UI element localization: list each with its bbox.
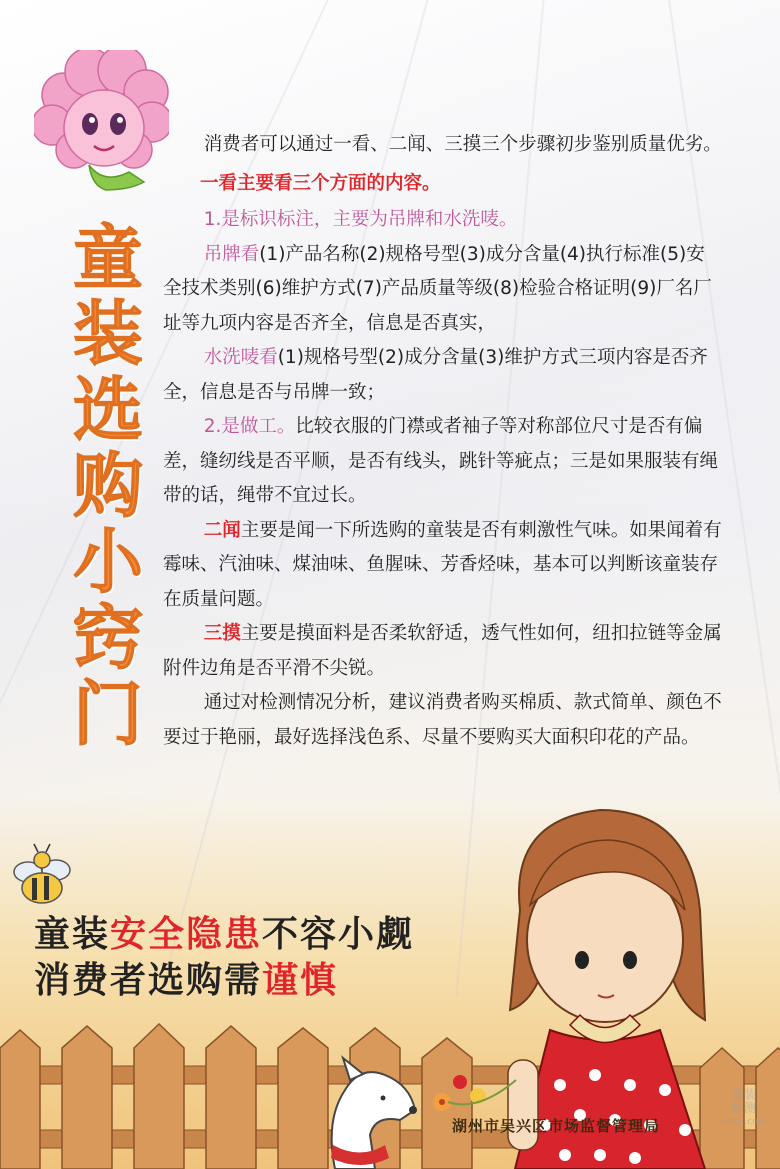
title-char: 童 (73, 217, 143, 299)
title-char: 装 (73, 293, 143, 375)
watermark (716, 1087, 772, 1129)
watermark-text: 童装 (731, 1087, 756, 1101)
flower-mascot-illustration (34, 50, 169, 195)
vertical-title (68, 217, 148, 755)
smell-paragraph (163, 514, 723, 618)
slogan-line2 (34, 958, 414, 1004)
watermark-text: zitzjc.com (721, 1117, 767, 1127)
girl-illustration (490, 800, 750, 1169)
intro-paragraph: 消费者可以通过一看、二闻、三摸三个步骤初步鉴别质量优劣。 (203, 134, 722, 155)
title-char: 购 (73, 445, 143, 527)
title-char: 门 (73, 673, 143, 755)
bee-illustration (4, 842, 84, 912)
dog-illustration (315, 1050, 425, 1169)
slogan-line1 (34, 912, 414, 958)
flowers-decoration (428, 1072, 518, 1116)
slogan-text: 童装 (34, 914, 111, 955)
slogan (34, 912, 414, 1004)
wash-text: (1)规格号型(2)成分含量(3)维护方式三项内容是否齐全，信息是否与吊牌一致； (163, 347, 708, 403)
body-text (163, 128, 723, 755)
point2-text: 比较衣服的门襟或者袖子等对称部位尺寸是否有偏差，缝纫线是否平顺，是否有线头，跳针等疵点；三是如果服装有绳带的话，绳带不宜过长。 (163, 416, 719, 506)
slogan-highlight: 安全隐患 (110, 914, 263, 955)
tag-paragraph (163, 238, 723, 342)
slogan-text: 不容小觑 (262, 914, 415, 955)
touch-label: 三摸 (203, 623, 241, 644)
slogan-highlight: 谨慎 (262, 960, 339, 1001)
smell-text: 主要是闻一下所选购的童装是否有刺激性气味。如果闻着有霉味、汽油味、煤油味、鱼腥味、芳香烃味，基本可以判断该童装存在质量问题。 (163, 519, 722, 610)
tag-text: (1)产品名称(2)规格号型(3)成分含量(4)执行标准(5)安全技术类别(6)维护方式(7)产品质量等级(8)检验合格证明(9)厂名厂址等九项内容是否齐全，信息是否真实， (163, 243, 712, 334)
issuer-label: 湖州市吴兴区市场监督管理局 (452, 1117, 661, 1135)
touch-paragraph (163, 617, 723, 686)
slogan-text: 消费者选购需 (34, 960, 263, 1001)
point2-label: 2.是做工。 (203, 416, 296, 437)
title-char: 窍 (73, 597, 143, 679)
wash-label: 水洗唛看 (203, 347, 278, 368)
smell-label: 二闻 (203, 519, 241, 541)
point2-paragraph (163, 410, 723, 514)
touch-text: 主要是摸面料是否柔软舒适，透气性如何，纽扣拉链等金属附件边角是否平滑不尖锐。 (163, 623, 722, 679)
title-char: 选 (73, 369, 143, 451)
title-char: 小 (73, 521, 143, 603)
tag-label: 吊牌看 (203, 243, 260, 265)
wash-paragraph (163, 341, 723, 410)
watermark-text: 检测 (731, 1101, 756, 1115)
point1-label: 1.是标识标注，主要为吊牌和水洗唛。 (203, 209, 518, 230)
look-heading: 一看主要看三个方面的内容。 (200, 172, 441, 194)
advice-paragraph: 通过对检测情况分析，建议消费者购买棉质、款式简单、颜色不要过于艳丽，最好选择浅色系、尽量不要购买大面积印花的产品。 (163, 692, 722, 748)
